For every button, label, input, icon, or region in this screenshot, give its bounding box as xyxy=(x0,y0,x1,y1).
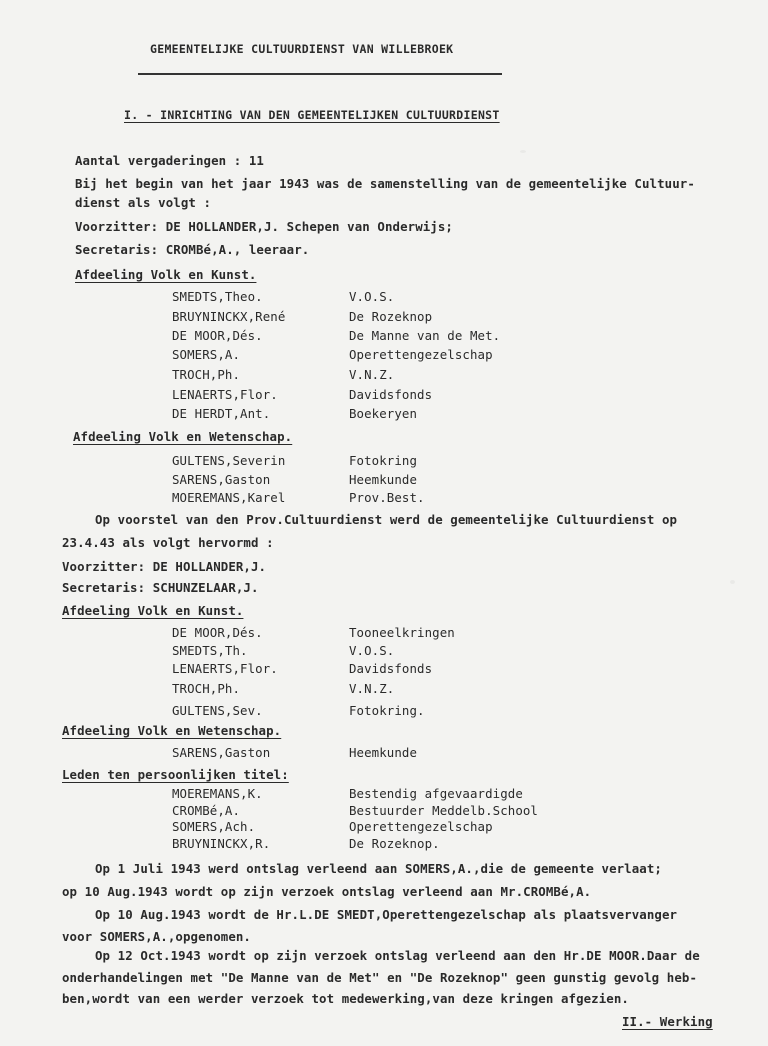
member-name: SMEDTS,Th. xyxy=(172,643,248,658)
title-underline xyxy=(138,73,502,75)
document-title: GEMEENTELIJKE CULTUURDIENST VAN WILLEBROEK xyxy=(150,42,454,56)
member-name: GULTENS,Severin xyxy=(172,453,286,468)
member-name: TROCH,Ph. xyxy=(172,681,241,696)
member-name: SARENS,Gaston xyxy=(172,745,271,760)
member-org: Boekeryen xyxy=(349,406,418,421)
member-org: V.N.Z. xyxy=(349,367,395,382)
secretary-line: Secretaris: CROMBé,A., leeraar. xyxy=(75,242,310,257)
member-name: MOEREMANS,Karel xyxy=(172,490,286,505)
next-section-label: II.- Werking xyxy=(622,1014,713,1029)
member-org: De Rozeknop xyxy=(349,309,433,324)
section-heading: Leden ten persoonlijken titel: xyxy=(62,767,289,782)
member-org: Bestendig afgevaardigde xyxy=(349,786,523,801)
member-org: De Manne van de Met. xyxy=(349,328,501,343)
meetings-count: Aantal vergaderingen : 11 xyxy=(75,153,264,168)
closing-line: ben,wordt van een werder verzoek tot medewerking,van deze kringen afgezien. xyxy=(62,991,629,1006)
member-name: CROMBé,A. xyxy=(172,803,241,818)
member-org: Davidsfonds xyxy=(349,387,433,402)
member-name: DE MOOR,Dés. xyxy=(172,328,263,343)
member-org: V.O.S. xyxy=(349,289,395,304)
chair-line: Voorzitter: DE HOLLANDER,J. Schepen van Onderwijs; xyxy=(75,219,453,234)
member-name: LENAERTS,Flor. xyxy=(172,661,278,676)
member-name: BRUYNINCKX,René xyxy=(172,309,286,324)
closing-line: Op 10 Aug.1943 wordt de Hr.L.DE SMEDT,Operettengezelschap als plaatsvervanger xyxy=(95,907,678,922)
member-name: GULTENS,Sev. xyxy=(172,703,263,718)
section-title: I. - INRICHTING VAN DEN GEMEENTELIJKEN CULTUURDIENST xyxy=(124,108,500,122)
closing-line: onderhandelingen met "De Manne van de Met" en "De Rozeknop" geen gunstig gevolg heb- xyxy=(62,970,698,985)
member-name: SMEDTS,Theo. xyxy=(172,289,263,304)
member-org: Fotokring. xyxy=(349,703,425,718)
closing-line: Op 12 Oct.1943 wordt op zijn verzoek ontslag verleend aan den Hr.DE MOOR.Daar de xyxy=(95,948,700,963)
intro-line-1: Bij het begin van het jaar 1943 was de samenstelling van de gemeentelijke Cultuur- xyxy=(75,176,695,191)
member-org: Heemkunde xyxy=(349,472,418,487)
reform-line-2: 23.4.43 als volgt hervormd : xyxy=(62,535,274,550)
member-name: SOMERS,Ach. xyxy=(172,819,256,834)
section-heading: Afdeeling Volk en Kunst. xyxy=(75,267,257,282)
member-name: SARENS,Gaston xyxy=(172,472,271,487)
member-name: SOMERS,A. xyxy=(172,347,241,362)
member-name: DE HERDT,Ant. xyxy=(172,406,271,421)
member-org: V.O.S. xyxy=(349,643,395,658)
member-org: De Rozeknop. xyxy=(349,836,440,851)
member-org: V.N.Z. xyxy=(349,681,395,696)
new-chair-line: Voorzitter: DE HOLLANDER,J. xyxy=(62,559,267,574)
paper-speck xyxy=(730,580,735,584)
member-org: Tooneelkringen xyxy=(349,625,455,640)
closing-line: op 10 Aug.1943 wordt op zijn verzoek ontslag verleend aan Mr.CROMBé,A. xyxy=(62,884,592,899)
member-name: TROCH,Ph. xyxy=(172,367,241,382)
member-org: Operettengezelschap xyxy=(349,819,493,834)
paper-speck xyxy=(520,150,526,153)
member-org: Bestuurder Meddelb.School xyxy=(349,803,538,818)
member-org: Prov.Best. xyxy=(349,490,425,505)
member-org: Heemkunde xyxy=(349,745,418,760)
reform-line-1: Op voorstel van den Prov.Cultuurdienst werd de gemeentelijke Cultuurdienst op xyxy=(95,512,678,527)
closing-line: Op 1 Juli 1943 werd ontslag verleend aan SOMERS,A.,die de gemeente verlaat; xyxy=(95,861,662,876)
member-name: BRUYNINCKX,R. xyxy=(172,836,271,851)
member-name: MOEREMANS,K. xyxy=(172,786,263,801)
intro-line-2: dienst als volgt : xyxy=(75,195,212,210)
member-name: DE MOOR,Dés. xyxy=(172,625,263,640)
member-org: Fotokring xyxy=(349,453,418,468)
member-org: Davidsfonds xyxy=(349,661,433,676)
new-secretary-line: Secretaris: SCHUNZELAAR,J. xyxy=(62,580,259,595)
section-heading: Afdeeling Volk en Wetenschap. xyxy=(73,429,293,444)
member-org: Operettengezelschap xyxy=(349,347,493,362)
closing-line: voor SOMERS,A.,opgenomen. xyxy=(62,929,251,944)
section-heading: Afdeeling Volk en Kunst. xyxy=(62,603,244,618)
section-heading: Afdeeling Volk en Wetenschap. xyxy=(62,723,282,738)
member-name: LENAERTS,Flor. xyxy=(172,387,278,402)
